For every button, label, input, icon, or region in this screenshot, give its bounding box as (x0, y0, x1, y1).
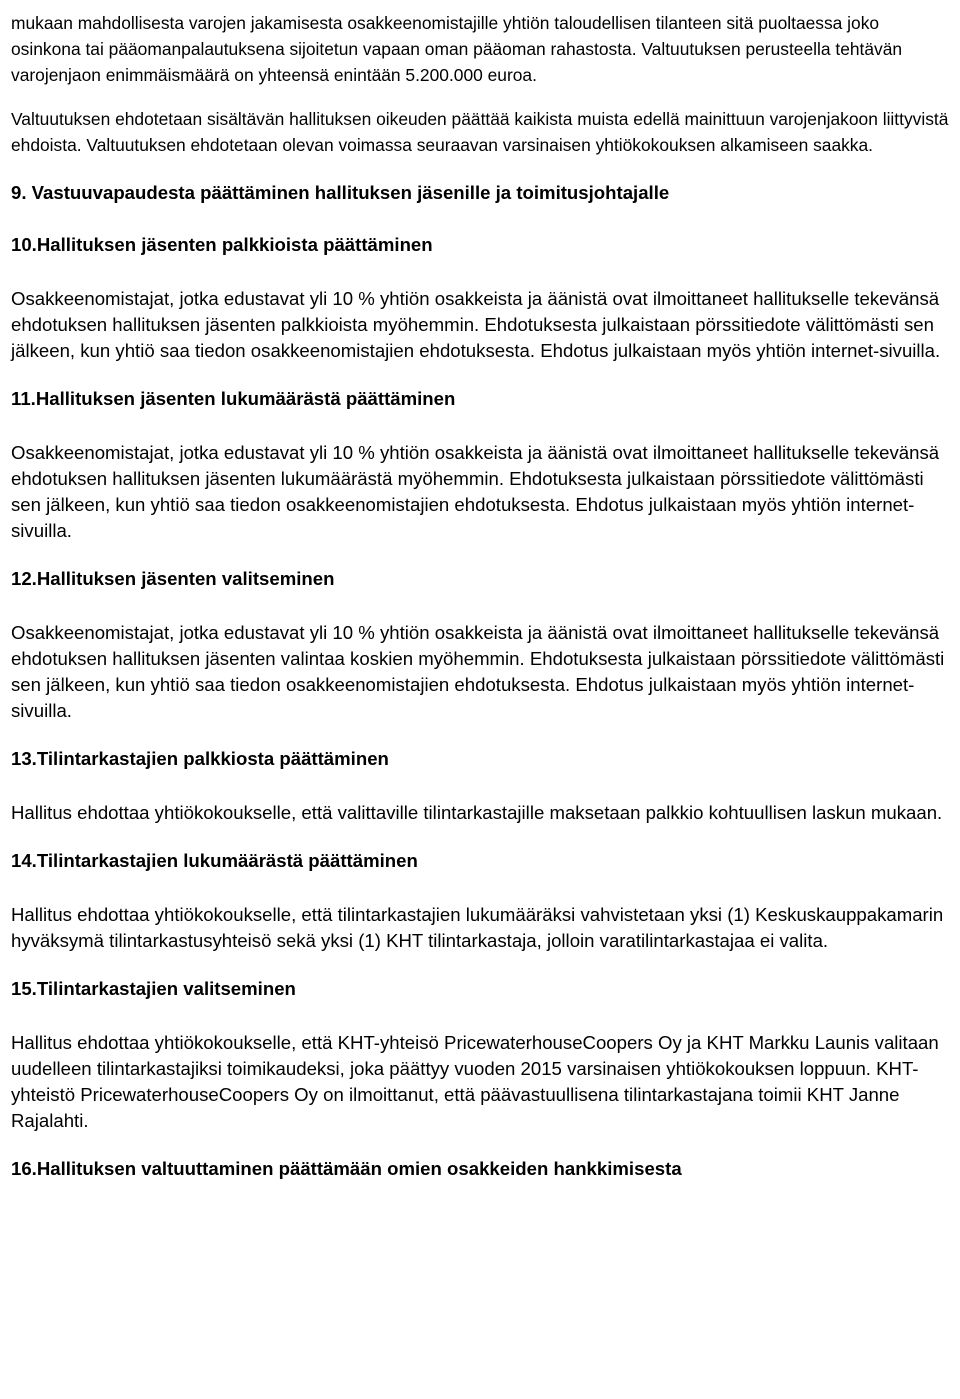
section-13-body: Hallitus ehdottaa yhtiökokoukselle, että valittaville tilintarkastajille maksetaan palkkio kohtuullisen laskun mukaan. (11, 802, 943, 823)
section-12-title: Hallituksen jäsenten valitseminen (36, 568, 335, 589)
section-16-title: Hallituksen valtuuttaminen päättämään omien osakkeiden hankkimisesta (36, 1158, 682, 1179)
section-9-heading: 9. Vastuuvapaudesta päättäminen hallituksen jäsenille ja toimitusjohtajalle (11, 182, 670, 203)
section-12-heading (11, 566, 953, 592)
section-15-heading (11, 976, 953, 1002)
section-12-body: Osakkeenomistajat, jotka edustavat yli 10 % yhtiön osakkeista ja äänistä ovat ilmoittaneet hallitukselle tekevänsä ehdotuksen hallituksen jäsenten valintaa koskien myöhemmin. Ehdotuksesta julkaistaan pörssitiedote välittömästi sen jälkeen, kun yhtiö saa tiedon osakkeenomistajien ehdotuksesta. Ehdotus julkaistaan myös yhtiön internet-sivuilla. (11, 622, 945, 721)
section-10-title: Hallituksen jäsenten palkkioista päättäminen (36, 234, 433, 255)
section-10-body: Osakkeenomistajat, jotka edustavat yli 10 % yhtiön osakkeista ja äänistä ovat ilmoittaneet hallitukselle tekevänsä ehdotuksen hallituksen jäsenten palkkioista myöhemmin. Ehdotuksesta julkaistaan pörssitiedote välittömästi sen jälkeen, kun yhtiö saa tiedon osakkeenomistajien ehdotuksesta. Ehdotus julkaistaan myös yhtiön internet-sivuilla. (11, 288, 941, 361)
section-12-number: 12. (11, 568, 37, 589)
section-15-title: Tilintarkastajien valitseminen (36, 978, 296, 999)
section-14-number: 14. (11, 850, 37, 871)
section-11-heading (11, 386, 953, 412)
section-13-number: 13. (11, 748, 37, 769)
section-15-number: 15. (11, 978, 37, 999)
section-11-body: Osakkeenomistajat, jotka edustavat yli 10 % yhtiön osakkeista ja äänistä ovat ilmoittaneet hallitukselle tekevänsä ehdotuksen hallituksen jäsenten lukumäärästä myöhemmin. Ehdotuksesta julkaistaan pörssitiedote välittömästi sen jälkeen, kun yhtiö saa tiedon osakkeenomistajien ehdotuksesta. Ehdotus julkaistaan myös yhtiön internet-sivuilla. (11, 442, 940, 541)
section-14-body: Hallitus ehdottaa yhtiökokoukselle, että tilintarkastajien lukumääräksi vahvistetaan yksi (1) Keskuskauppakamarin hyväksymä tilintarkastusyhteisö sekä yksi (1) KHT tilintarkastaja, jolloin varatilintarkastajaa ei valita. (11, 904, 944, 951)
section-14-heading (11, 848, 953, 874)
section-14-title: Tilintarkastajien lukumäärästä päättäminen (36, 850, 418, 871)
section-13-title: Tilintarkastajien palkkiosta päättäminen (36, 748, 389, 769)
section-11-number: 11. (11, 388, 36, 409)
paragraph-authorization-terms: Valtuutuksen ehdotetaan sisältävän hallituksen oikeuden päättää kaikista muista edellä mainittuun varojenjakoon liittyvistä ehdoista. Valtuutuksen ehdotetaan olevan voimassa seuraavan varsinaisen yhtiökokouksen alkamiseen saakka. (11, 109, 949, 155)
section-10-number: 10. (11, 234, 37, 255)
paragraph-distribution: mukaan mahdollisesta varojen jakamisesta osakkeenomistajille yhtiön taloudellisen tilanteen sitä puoltaessa joko osinkona tai pääomanpalautuksena sijoitetun vapaan oman pääoman rahastosta. Valtuutuksen perusteella tehtävän varojenjaon enimmäismäärä on yhteensä enintään 5.200.000 euroa. (11, 13, 903, 85)
section-16-heading (11, 1156, 953, 1182)
section-15-body: Hallitus ehdottaa yhtiökokoukselle, että KHT-yhteisö PricewaterhouseCoopers Oy ja KHT Markku Launis valitaan uudelleen tilintarkastajiksi toimikaudeksi, joka päättyy vuoden 2015 varsinaisen yhtiökokouksen loppuun. KHT-yhteistö PricewaterhouseCoopers Oy on ilmoittanut, että päävastuullisena tilintarkastajana toimii KHT Janne Rajalahti. (11, 1032, 939, 1131)
section-10-heading (11, 232, 953, 258)
section-16-number: 16. (11, 1158, 37, 1179)
section-11-title: Hallituksen jäsenten lukumäärästä päättäminen (35, 388, 456, 409)
section-13-heading (11, 746, 953, 772)
document-page (11, 10, 953, 1210)
